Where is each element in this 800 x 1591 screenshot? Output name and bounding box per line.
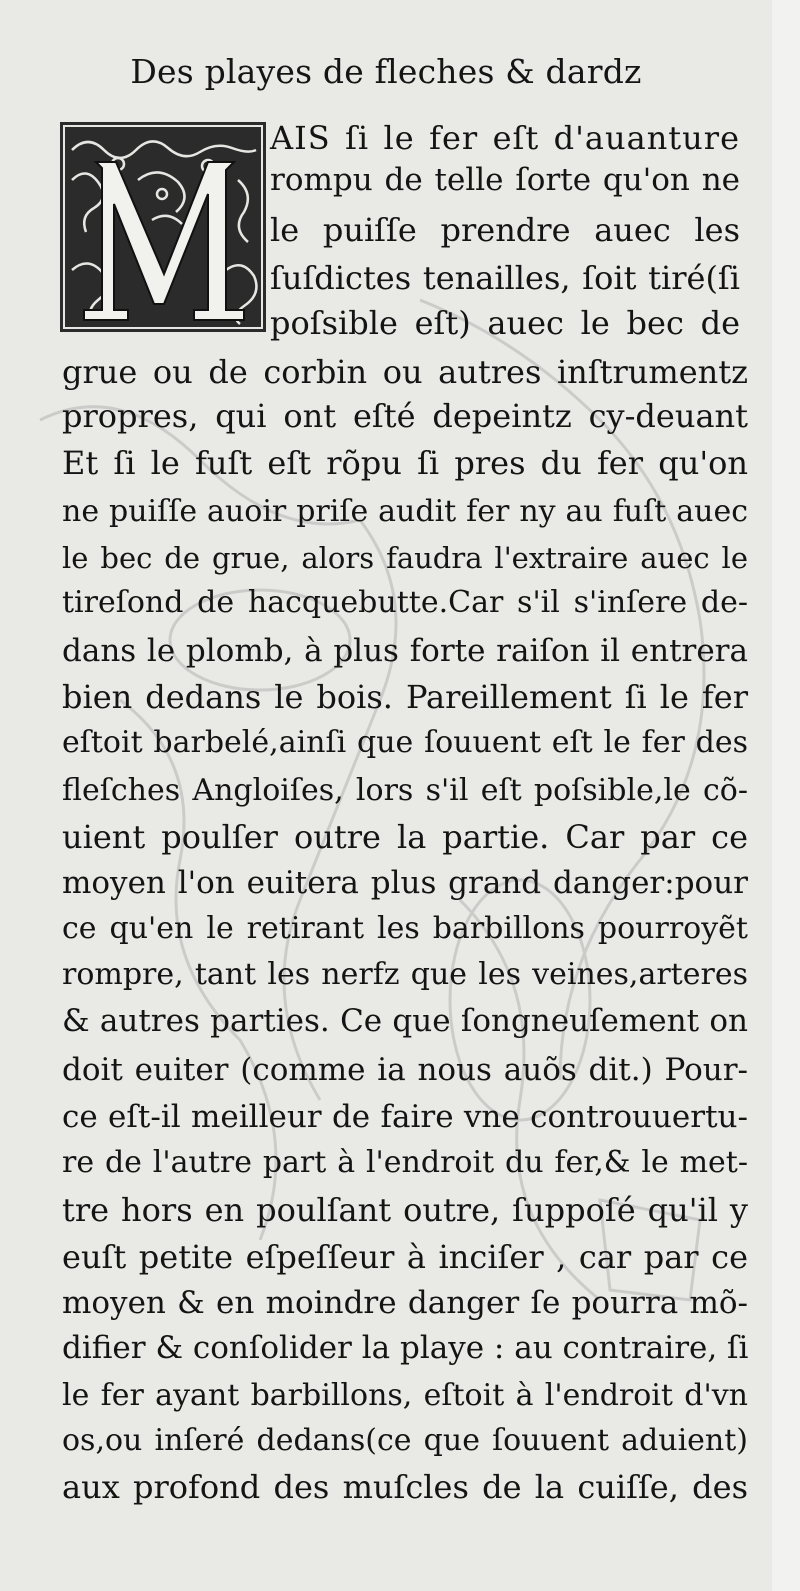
text-line: le fer ayant barbillons, eſtoit à l'endroit d'vn	[62, 1378, 748, 1413]
page-edge	[772, 0, 800, 1591]
text-line: & autres parties. Ce que ſongneuſement on	[62, 1003, 748, 1039]
text-line: re de l'autre part à l'endroit du fer,& le met-	[62, 1145, 748, 1180]
running-head: Des playes de fleches & dardz	[130, 52, 642, 91]
text-line: bien dedans le bois. Pareillement ſi le fer	[62, 678, 748, 716]
text-line: euſt petite eſpeſſeur à inciſer , car par ce	[62, 1238, 748, 1276]
text-line: Et ſi le fuſt eſt rõpu ſi pres du fer qu'on	[62, 444, 748, 482]
text-line: rompu de telle ſorte qu'on ne	[270, 162, 740, 198]
text-line: aux profond des muſcles de la cuiſſe, des	[62, 1468, 748, 1506]
decorated-initial-m	[58, 120, 268, 334]
text-line: doit euiter (comme ia nous auõs dit.) Pour-	[62, 1052, 748, 1088]
text-line: ne puiſſe auoir priſe audit fer ny au fuſt auec	[62, 494, 748, 529]
text-line: le puiſſe prendre auec les	[270, 211, 740, 249]
text-line: rompre, tant les nerfz que les veines,arteres	[62, 957, 748, 992]
text-line: os,ou inſeré dedans(ce que ſouuent aduient)	[62, 1423, 748, 1458]
text-line: tre hors en poulſant outre, ſuppoſé qu'il y	[62, 1191, 748, 1229]
text-line: fleſches Angloiſes, lors s'il eſt poſsible,le cõ-	[62, 773, 748, 808]
text-line: difier & conſolider la playe : au contraire, ſi	[62, 1330, 749, 1366]
text-line: le bec de grue, alors faudra l'extraire auec le	[62, 541, 748, 575]
text-line: eſtoit barbelé,ainſi que ſouuent eſt le fer des	[62, 725, 748, 760]
text-line: AIS ſi le fer eſt d'auanture	[270, 119, 740, 157]
text-line: propres, qui ont eſté depeintz cy-deuant	[62, 397, 748, 435]
text-line: ce eſt-il meilleur de faire vne controuuertu-	[62, 1099, 748, 1135]
text-line: ce qu'en le retirant les barbillons pourroyẽt	[62, 911, 748, 946]
text-line: moyen l'on euitera plus grand danger:pour	[62, 865, 748, 901]
text-line: ſuſdictes tenailles, ſoit tiré(ſi	[270, 259, 740, 297]
text-line: uient poulſer outre la partie. Car par ce	[62, 818, 748, 856]
text-line: tireſond de hacquebutte.Car s'il s'inſere de-	[62, 585, 748, 620]
text-line: poſsible eſt) auec le bec de	[270, 304, 740, 342]
text-line: dans le plomb, à plus forte raiſon il entrera	[62, 633, 748, 669]
text-line: grue ou de corbin ou autres inſtrumentz	[62, 353, 748, 391]
text-line: moyen & en moindre danger ſe pourra mõ-	[62, 1285, 748, 1321]
